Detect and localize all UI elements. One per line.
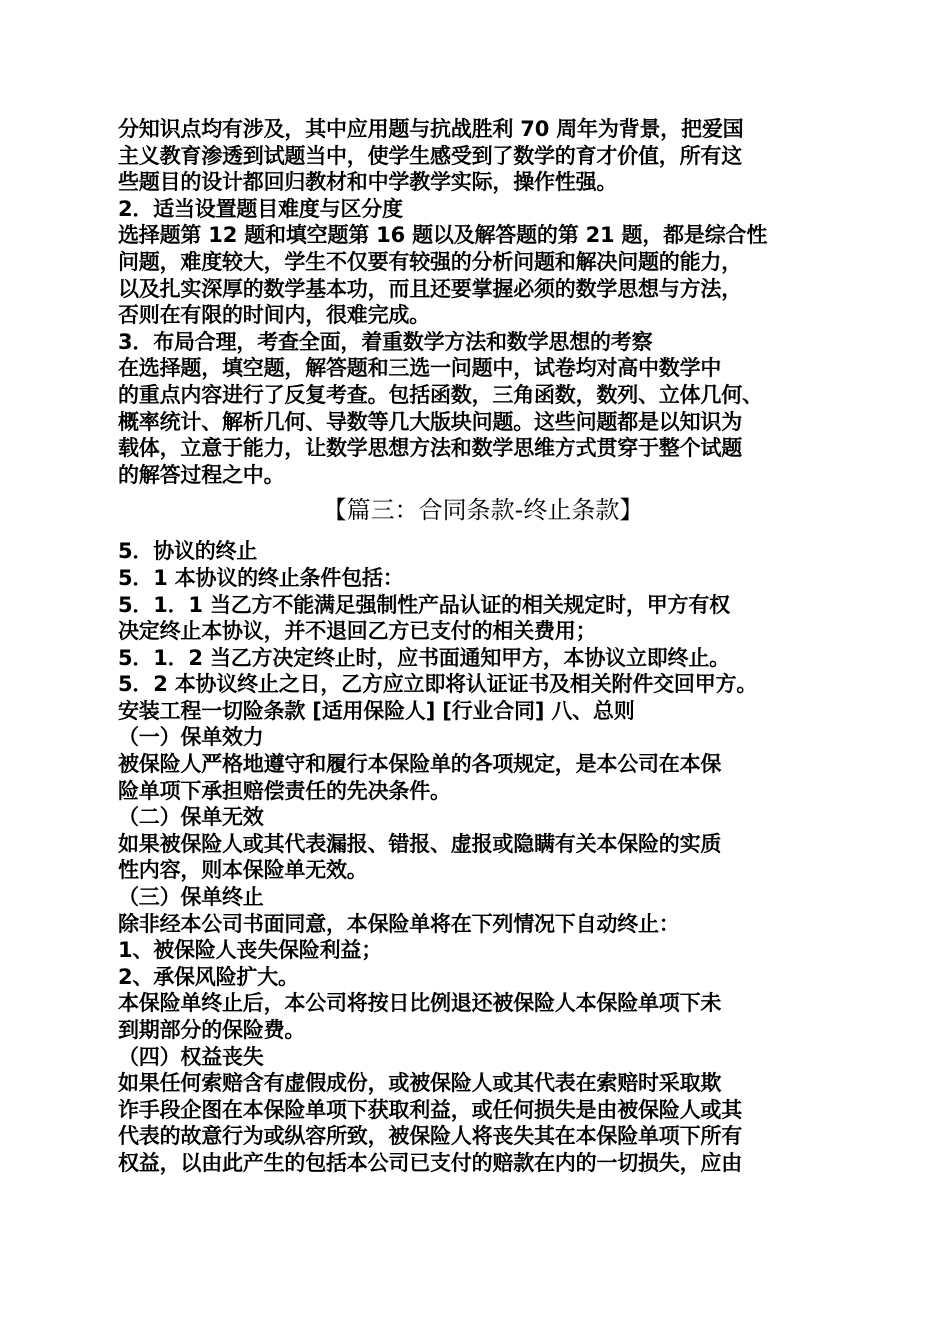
- text-line: 问题，难度较大，学生不仅要有较强的分析问题和解决问题的能力，: [118, 249, 742, 274]
- section-one: [118, 116, 848, 488]
- text-line: 载体，立意于能力，让数学思想方法和数学思维方式贯穿于整个试题: [118, 436, 742, 461]
- text-line: 安装工程一切险条款 [适用保险人] [行业合同] 八、总则: [118, 698, 635, 723]
- text-line: 分知识点均有涉及，其中应用题与抗战胜利 70 周年为背景，把爱国: [118, 117, 744, 141]
- text-line: 5．2 本协议终止之日，乙方应立即将认证证书及相关附件交回甲方。: [118, 672, 758, 697]
- text-line: 性内容，则本保险单无效。: [118, 858, 368, 883]
- subheading-line: （二）保单无效: [118, 805, 264, 830]
- text-line: 主义教育渗透到试题当中，使学生感受到了数学的育才价值，所有这: [118, 143, 742, 168]
- text-line: 选择题第 12 题和填空题第 16 题以及解答题的第 21 题，都是综合性: [118, 223, 768, 248]
- subheading-line: （三）保单终止: [118, 885, 264, 910]
- text-line: 概率统计、解析几何、导数等几大版块问题。这些问题都是以知识为: [118, 409, 742, 434]
- text-line: 如果任何索赔含有虚假成份，或被保险人或其代表在索赔时采取欺: [118, 1071, 722, 1096]
- text-line: 1、被保险人丧失保险利益；: [118, 938, 383, 963]
- document-page: [118, 116, 848, 1177]
- text-line: 诈手段企图在本保险单项下获取利益，或任何损失是由被保险人或其: [118, 1097, 742, 1122]
- subheading-line: 5．协议的终止: [118, 539, 258, 564]
- text-line: 到期部分的保险费。: [118, 1018, 306, 1042]
- text-line: 被保险人严格地遵守和履行本保险单的各项规定，是本公司在本保: [118, 752, 722, 777]
- section-two: [118, 538, 848, 1176]
- subheading-line: 2．适当设置题目难度与区分度: [118, 196, 403, 221]
- text-line: 否则在有限的时间内，很难完成。: [118, 303, 430, 328]
- text-line: 权益，以由此产生的包括本公司已支付的赔款在内的一切损失，应由: [118, 1150, 742, 1175]
- text-line: 5．1 本协议的终止条件包括：: [118, 565, 404, 590]
- text-line: 以及扎实深厚的数学基本功，而且还要掌握必须的数学思想与方法，: [118, 276, 742, 301]
- text-line: 如果被保险人或其代表漏报、错报、虚报或隐瞒有关本保险的实质: [118, 831, 722, 856]
- text-line: 些题目的设计都回归教材和中学教学实际，操作性强。: [118, 170, 618, 195]
- section-heading: 【篇三：合同条款-终止条款】: [322, 496, 644, 525]
- text-line: 5．1．1 当乙方不能满足强制性产品认证的相关规定时，甲方有权: [118, 592, 730, 617]
- text-line: 本保险单终止后，本公司将按日比例退还被保险人本保险单项下未: [118, 991, 722, 1016]
- text-line: 2、承保风险扩大。: [118, 964, 299, 989]
- text-line: 除非经本公司书面同意，本保险单将在下列情况下自动终止：: [118, 911, 680, 936]
- text-line: 的解答过程之中。: [118, 462, 285, 487]
- subheading-line: 3．布局合理，考查全面，着重数学方法和数学思想的考察: [118, 329, 653, 354]
- text-line: 代表的故意行为或纵容所致，被保险人将丧失其在本保险单项下所有: [118, 1124, 742, 1149]
- subheading-line: （四）权益丧失: [118, 1044, 264, 1069]
- text-line: 在选择题，填空题，解答题和三选一问题中，试卷均对高中数学中: [118, 356, 722, 381]
- text-line: 决定终止本协议，并不退回乙方已支付的相关费用；: [118, 619, 597, 644]
- text-line: 险单项下承担赔偿责任的先决条件。: [118, 778, 451, 803]
- text-line: 的重点内容进行了反复考查。包括函数，三角函数，数列、立体几何、: [118, 382, 763, 407]
- subheading-line: （一）保单效力: [118, 725, 264, 750]
- text-line: 5．1．2 当乙方决定终止时，应书面通知甲方，本协议立即终止。: [118, 645, 730, 670]
